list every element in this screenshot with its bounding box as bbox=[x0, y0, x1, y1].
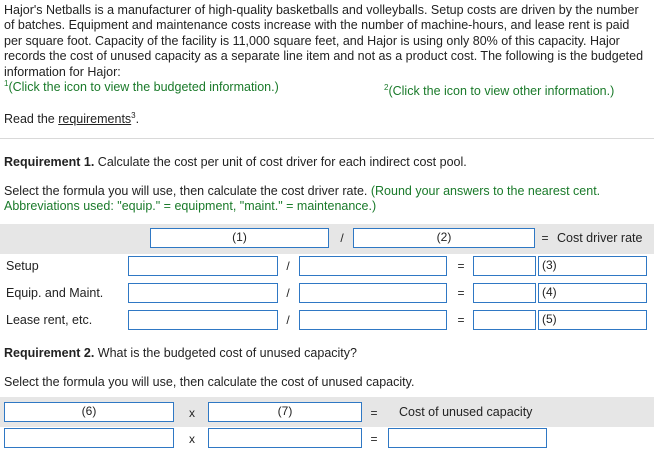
setup-denominator-input[interactable] bbox=[299, 256, 447, 276]
problem-text: Hajor's Netballs is a manufacturer of high-quality basketballs and volleyballs. Setup costs are driven by the number of batches. Equipment and maintenance costs increase with the number of machine-hours, and lease rent is paid per square foot. Capacity of the facility is 11,000 square feet, and Hajor is using only 80% of this capacity. Hajor records the cost of unused capacity as a separate line item and not as a product cost. The following is the budgeted information for Hajor: bbox=[4, 3, 644, 79]
requirement-2-text: What is the budgeted cost of unused capacity? bbox=[94, 346, 357, 360]
other-info-link-text: (Click the icon to view other information.) bbox=[388, 84, 615, 98]
setup-rate-input[interactable] bbox=[473, 256, 536, 276]
unused-factor1-formula-select[interactable]: (6) bbox=[4, 402, 174, 422]
equip-maint-numerator-input[interactable] bbox=[128, 283, 278, 303]
unused-capacity-result-input[interactable] bbox=[388, 428, 547, 448]
equals-operator: = bbox=[541, 231, 549, 245]
equip-maint-divide-operator: / bbox=[286, 286, 290, 300]
unused-row-multiply-operator: x bbox=[189, 432, 195, 446]
requirement-2-heading bbox=[4, 346, 357, 360]
rounding-note: (Round your answers to the nearest cent. Abbreviations used: "equip." = equipment, "maint." = maintenance.) bbox=[4, 184, 601, 214]
read-suffix: . bbox=[135, 112, 140, 126]
cost-driver-rate-header: Cost driver rate bbox=[557, 231, 643, 245]
setup-equals-operator: = bbox=[457, 259, 465, 273]
read-prefix: Read the bbox=[4, 112, 59, 126]
equip-maint-rate-input[interactable] bbox=[473, 283, 536, 303]
unused-equals-operator: = bbox=[370, 406, 378, 420]
equip-maint-equals-operator: = bbox=[457, 286, 465, 300]
lease-rent-equals-operator: = bbox=[457, 313, 465, 327]
requirement-1-instruction bbox=[4, 184, 644, 215]
multiply-operator: x bbox=[189, 406, 195, 420]
requirement-1-instruction-text: Select the formula you will use, then calculate the cost driver rate. bbox=[4, 184, 368, 198]
problem-statement bbox=[4, 3, 650, 95]
unused-row-equals-operator: = bbox=[370, 432, 378, 446]
lease-rent-numerator-input[interactable] bbox=[128, 310, 278, 330]
other-info-link[interactable] bbox=[384, 84, 614, 98]
lease-rent-answer-box[interactable]: (5) bbox=[538, 310, 647, 330]
lease-rent-row-label: Lease rent, etc. bbox=[6, 313, 93, 327]
unused-factor2-formula-select[interactable]: (7) bbox=[208, 402, 362, 422]
footnote-marker-3: 3 bbox=[131, 110, 136, 120]
budgeted-info-link-text: (Click the icon to view the budgeted information.) bbox=[8, 80, 279, 95]
requirement-2-label: Requirement 2. bbox=[4, 346, 95, 360]
section-divider bbox=[0, 138, 654, 139]
numerator-formula-select[interactable]: (1) bbox=[150, 228, 329, 248]
footnote-marker-1: 1 bbox=[4, 78, 9, 88]
lease-rent-rate-input[interactable] bbox=[473, 310, 536, 330]
equip-maint-answer-box[interactable]: (4) bbox=[538, 283, 647, 303]
budgeted-info-link[interactable] bbox=[4, 80, 279, 94]
requirement-1-label: Requirement 1. bbox=[4, 155, 95, 169]
unused-factor2-input[interactable] bbox=[208, 428, 362, 448]
unused-factor1-input[interactable] bbox=[4, 428, 174, 448]
requirement-1-heading bbox=[4, 155, 467, 169]
requirement-1-text: Calculate the cost per unit of cost driver for each indirect cost pool. bbox=[94, 155, 467, 169]
equip-maint-row-label: Equip. and Maint. bbox=[6, 286, 104, 300]
lease-rent-denominator-input[interactable] bbox=[299, 310, 447, 330]
cost-of-unused-capacity-header: Cost of unused capacity bbox=[399, 405, 533, 419]
setup-row-label: Setup bbox=[6, 259, 39, 273]
lease-rent-divide-operator: / bbox=[286, 313, 290, 327]
denominator-formula-select[interactable]: (2) bbox=[353, 228, 535, 248]
setup-numerator-input[interactable] bbox=[128, 256, 278, 276]
equip-maint-denominator-input[interactable] bbox=[299, 283, 447, 303]
read-requirements-line bbox=[4, 112, 139, 126]
requirements-link[interactable]: requirements bbox=[58, 112, 132, 126]
footnote-marker-2: 2 bbox=[384, 82, 389, 92]
requirement-2-instruction: Select the formula you will use, then calculate the cost of unused capacity. bbox=[4, 375, 415, 389]
divide-operator: / bbox=[340, 231, 344, 245]
setup-divide-operator: / bbox=[286, 259, 290, 273]
setup-answer-box[interactable]: (3) bbox=[538, 256, 647, 276]
